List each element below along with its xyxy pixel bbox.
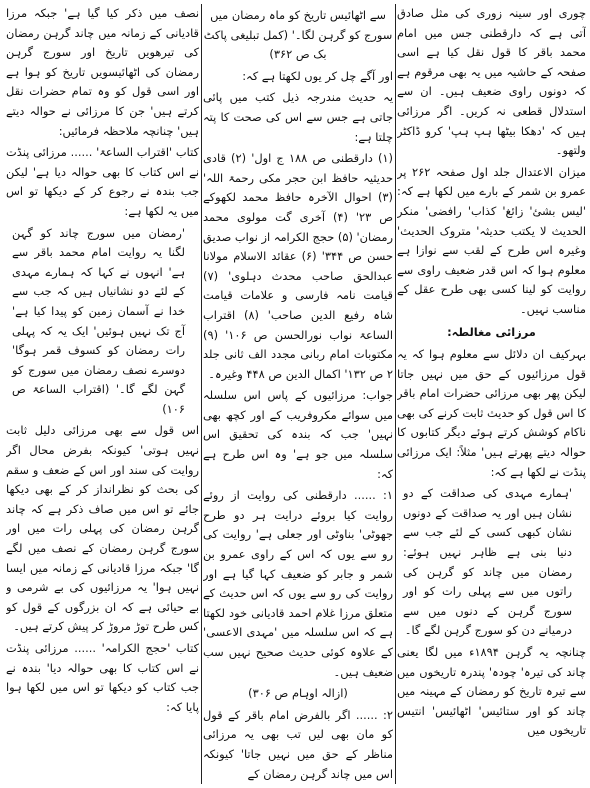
paragraph: چوری اور سینہ زوری کی مثل صادق آتی ہے کہ دارقطنی جس میں امام محمد باقر کا قول نقل کیا ہے اسی صفحہ کے حاشیہ میں یہ بھی مرقوم ہے کہ دونوں راوی ضعیف ہیں۔ ان سے استدلال قطعی نہ کریں۔ اگر مرزائی ہیں کہ 'دھکا بیٹھا ہپ ہپ' کرو ڈاکٹر ولتھو۔ xyxy=(397,6,586,158)
text-column-left xyxy=(6,4,199,784)
paragraph: کتاب 'اقتراب الساعۃ' ...... مرزائی پنڈت نے اس کتاب کا بھی حوالہ دیا ہے' لیکن جب بندہ نے رجوع کر کے دیکھا تو اس میں یہ لکھا ہے: xyxy=(6,145,199,218)
paragraph: اس قول سے بھی مرزائی دلیل ثابت نہیں ہوتی' کیونکہ بفرض محال اگر روایت کی سند اور اس کے ضعف و سقم کی بحث کو نظرانداز کر کے بھی دیکھا جائے تو اس میں صاف ذکر ہے کہ چاند گرہن رمضان کی پہلی رات میں اور سورج گرہن رمضان کے نصف میں لگے گا' جبکہ مرزا قادیانی کے زمانہ میں ایسا نہیں ہوا' یہ مرزائیوں کی بے شرمی و بے حیائی ہے کہ ان بزرگوں کے قول کو کس طرح توڑ مروڑ کر پیش کرتے ہیں۔ xyxy=(6,423,199,634)
numbered-point: ۱: ...... دارقطنی کی روایت از روئے روایت کیا بروئے درایت ہر دو طرح جھوٹی' بناوٹی اور جعلی ہے' روایت کی رو سے یوں کہ اس کے راوی عمرو بن شمر و جابر کو ضعیف کہا گیا ہے اور روایت کی رو سے یوں کہ اس حدیث کے متعلق مرزا غلام احمد قادیانی خود لکھتا ہے کہ اس سلسلہ میں 'مہدی الاعسی' کے علاوہ کوئی حدیث صحیح نہیں سب ضعیف ہیں۔ xyxy=(203,488,393,679)
quotation-block: 'ہمارے مہدی کی صداقت کے دو نشان ہیں اور یہ صداقت کے دونوں نشان کبھی کسی کے لئے جب سے دنیا بنی ہے ظاہر نہیں ہوئے: رمضان میں چاند کو گرہن کی راتوں میں سے پہلی رات کو اور سورج گرہن کے دنوں میں سے درمیانے دن کو سورج گرہن لگے گا۔ xyxy=(403,486,572,638)
column-divider-left xyxy=(201,4,202,784)
paragraph: میزان الاعتدال جلد اول صفحہ ۲۶۲ پر عمرو بن شمر کے بارے میں لکھا ہے کہ: 'لیس بشئ' زائغ' کذاب' رافضی' منکر الحدیث لا یکتب حدیثہ' متروک الحدیث' وغیرہ اس طرح کے لقب سے نوازا ہے معلوم ہوا کہ اس قدر ضعیف راوی سے روایت کو لینا کسی بھی طرح عقل کے مناسب نہیں۔ xyxy=(397,164,586,316)
paragraph: نصف میں ذکر کیا گیا ہے' جبکہ مرزا قادیانی کے زمانہ میں چاند گرہن رمضان کی تیرھویں تاریخ اور سورج گرہن رمضان کی اٹھائیسویں تاریخ کو ہوا ہے اور اسی قول کو وہ تمام حضرات نقل کرتے ہیں' جن کا مرزائی نے حوالہ دیتے ہیں' چنانچہ ملاحظہ فرمائیں: xyxy=(6,6,199,138)
text-column-middle xyxy=(203,4,393,784)
citation: (ازالہ اوہام ص ۳۰۶) xyxy=(248,686,348,701)
text-column-right xyxy=(397,4,586,784)
paragraph: چنانچہ یہ گرہن ۱۸۹۴ء میں لگا یعنی چاند کی تیرہ' چودہ' پندرہ تاریخوں میں سے تیرہ تاریخ کو رمضان کے مہینہ میں چاند کو اور ستائیس' اٹھائیس' انتیس تاریخوں میں xyxy=(397,645,586,738)
citation: سے اٹھائیس تاریخ کو ماہ رمضان میں سورج کو گرہن لگا۔' (کمل تبلیغی پاکٹ بک ص ۳۶۲) xyxy=(203,8,393,62)
paragraph: کتاب 'حجج الکرامہ' ...... مرزائی پنڈت نے اس کتاب کا بھی حوالہ دیا' بندہ نے جب کتاب کو دیکھا تو اس میں لکھا ہوا پایا کہ: xyxy=(6,641,199,714)
paragraph: یہ حدیث مندرجہ ذیل کتب میں پائی جاتی ہے جس سے اس کی صحت کا پتہ چلتا ہے: xyxy=(203,90,393,144)
paragraph: اور آگے چل کر یوں لکھتا ہے کہ: xyxy=(242,68,393,83)
paragraph: بہرکیف ان دلائل سے معلوم ہوا کہ یہ قول مرزائیوں کے حق میں نہیں جاتا لیکن پھر بھی مرزائی حضرات امام باقر کا اس قول کو حدیث ثابت کرنے کی بھی ناکام کوشش کرتے ہوئے دیگر کتابوں کا حوالہ دیتے پھرتے ہیں' مثلاً: ایک مرزائی پنڈت نے لکھا ہے کہ: xyxy=(397,347,586,479)
column-divider-right xyxy=(395,4,396,784)
paragraph: جواب: مرزائیوں کے پاس اس سلسلہ میں سوائے مکروفریب کے اور کچھ بھی نہیں' جب کہ بندہ کی تحقیق اس سلسلہ میں جو ہے' وہ اس طرح ہے کہ: xyxy=(203,388,393,481)
quotation-block: 'رمضان میں سورج چاند کو گہن لگنا یہ روایت امام محمد باقر سے ہے' انہوں نے کہا کہ ہمارے مہدی کے لئے دو نشانیاں ہیں کہ جب سے خدا نے آسمان زمین کو پیدا کیا ہے' آج تک نہیں ہوئیں' ایک یہ کہ پہلی رات رمضان کو کسوف قمر ہوگا' دوسرے نصف رمضان میں سورج کو گہن لگے گا۔' (اقتراب الساعۃ ص ۱۰۶) xyxy=(12,225,185,416)
section-heading: مرزائی مغالطہ: xyxy=(447,324,536,339)
numbered-point: ۲: ...... اگر بالفرض امام باقر کے قول کو مان بھی لیں تب بھی یہ مرزائی مناظر کے حق میں نہیں جاتا' کیونکہ اس میں چاند گرہن رمضان کے xyxy=(203,707,393,781)
paragraph: (۱) دارقطنی ص ۱۸۸ ج اول' (۲) قادی حدیثیہ حافظ ابن حجر مکی رحمۃ اللہ' (۳) احوال الآخرہ حافظ محمد لکھوکے ص ۲۳' (۴) آخری گت مولوی محمد رمضان' (۵) حجج الکرامہ از نواب صدیق حسن ص ۳۴۴' (۶) عقائد الاسلام مولانا عبدالحق صاحب محدث دہلوی' (۷) قیامت نامہ فارسی و علامات قیامت شاہ رفیع الدین صاحب' (۸) اقتراب الساعۃ نواب نورالحسن ص ۱۰۶' (۹) مکتوبات امام ربانی مجدد الف ثانی جلد ۲ ص ۱۳۲' اکمال الدین ص ۴۴۸ وغیرہ۔ xyxy=(203,151,393,381)
